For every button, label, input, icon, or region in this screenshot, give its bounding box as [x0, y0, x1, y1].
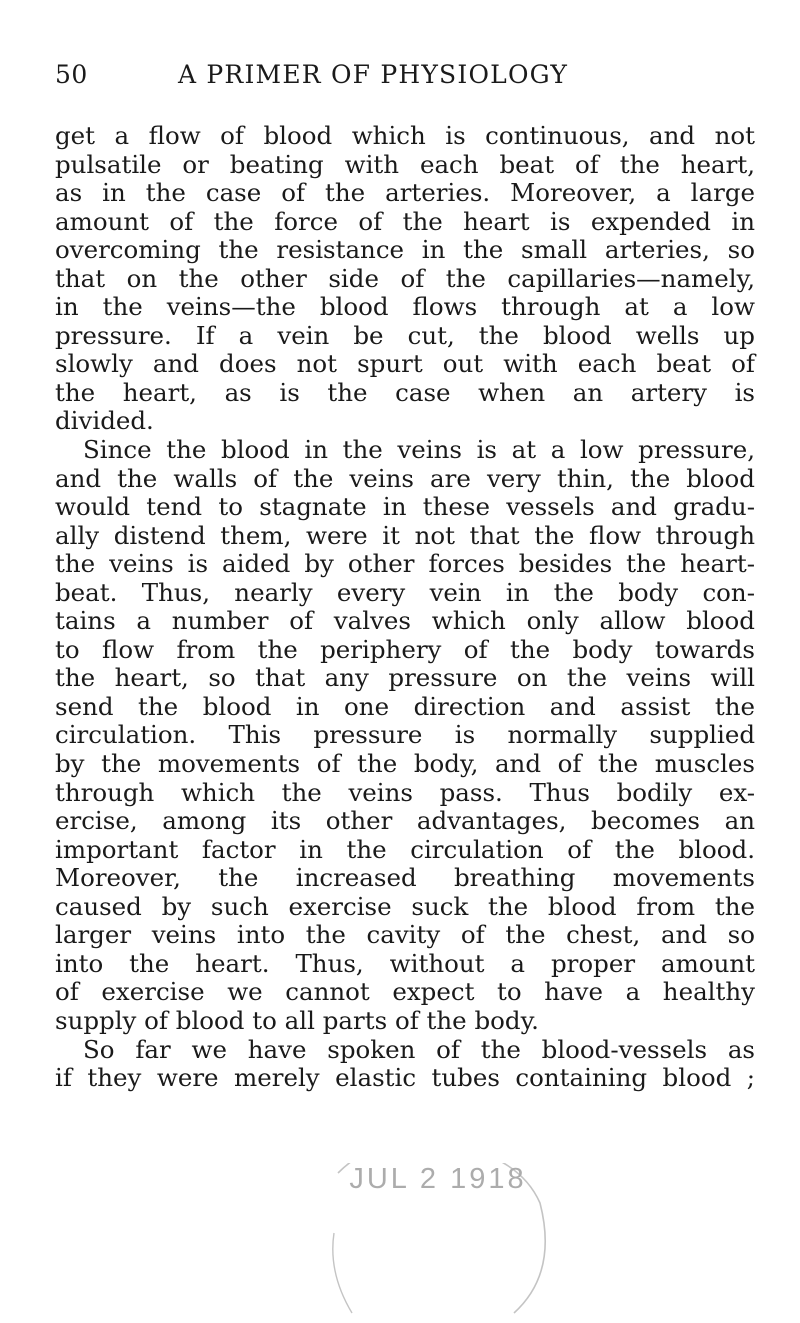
text-line: by the movements of the body, and of the muscles: [55, 749, 755, 779]
text-line: into the heart. Thus, without a proper amount: [55, 948, 755, 978]
text-line: slowly and does not spurt out with each beat of: [55, 349, 755, 379]
page-number: 50: [55, 60, 88, 89]
text-line: overcoming the resistance in the small arteries, so: [55, 235, 755, 265]
text-line: amount of the force of the heart is expended in: [55, 206, 755, 236]
text-line: would tend to stagnate in these vessels and gradu-: [55, 492, 755, 522]
text-line: ercise, among its other advantages, becomes an: [55, 806, 755, 836]
text-line: supply of blood to all parts of the body.: [55, 1005, 539, 1035]
text-line: to flow from the periphery of the body towards: [55, 634, 755, 664]
text-line: of exercise we cannot expect to have a healthy: [55, 977, 755, 1007]
text-line: ally distend them, were it not that the flow through: [55, 520, 755, 550]
text-line: pressure. If a vein be cut, the blood wells up: [55, 320, 755, 350]
text-line: the veins is aided by other forces besides the heart-: [55, 549, 755, 579]
library-date-stamp: [318, 1163, 558, 1319]
text-line: in the veins—the blood flows through at a low: [55, 292, 755, 322]
text-line: circulation. This pressure is normally supplied: [55, 720, 755, 750]
text-line: Moreover, the increased breathing movements: [55, 863, 755, 893]
text-line: tains a number of valves which only allow blood: [55, 606, 755, 636]
page-header: [55, 60, 745, 100]
body-text: [55, 122, 755, 1093]
text-line: caused by such exercise suck the blood from the: [55, 891, 755, 921]
text-line: larger veins into the cavity of the chest, and so: [55, 920, 755, 950]
text-line: beat. Thus, nearly every vein in the body con-: [55, 577, 755, 607]
text-line: the heart, as is the case when an artery is: [55, 377, 755, 407]
running-title: A PRIMER OF PHYSIOLOGY: [178, 60, 569, 89]
text-line: get a flow of blood which is continuous, and not: [55, 121, 755, 150]
text-line: Since the blood in the veins is at a low pressure,: [83, 435, 755, 465]
text-line: as in the case of the arteries. Moreover, a large: [55, 178, 755, 208]
text-line: and the walls of the veins are very thin, the blood: [55, 463, 755, 493]
text-line: important factor in the circulation of the blood.: [55, 834, 755, 864]
text-line: divided.: [55, 406, 154, 436]
text-line: the heart, so that any pressure on the veins will: [55, 663, 755, 693]
text-line: pulsatile or beating with each beat of the heart,: [55, 149, 755, 179]
text-line: if they were merely elastic tubes containing blood ;: [55, 1063, 755, 1093]
stamp-date: JUL 2 1918: [349, 1163, 527, 1195]
text-line: through which the veins pass. Thus bodily ex-: [55, 777, 755, 807]
text-line: So far we have spoken of the blood-vessels as: [83, 1034, 755, 1064]
text-line: that on the other side of the capillaries—namely,: [55, 263, 755, 293]
text-line: send the blood in one direction and assist the: [55, 691, 755, 721]
